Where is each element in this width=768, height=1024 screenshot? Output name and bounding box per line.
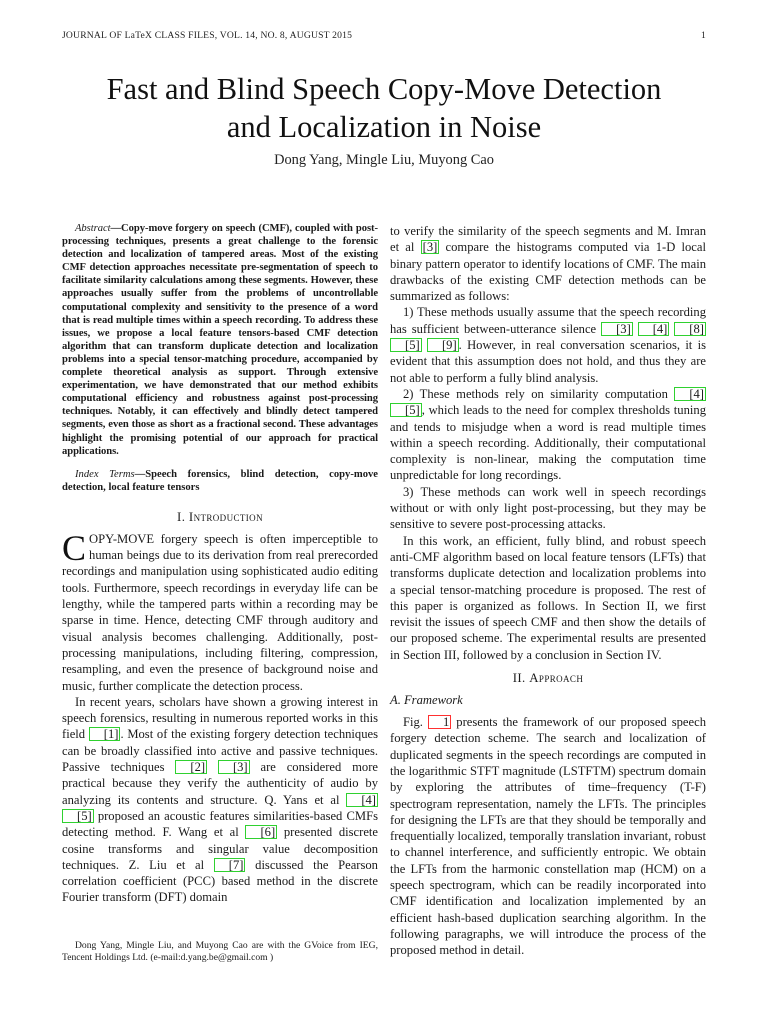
journal-header: JOURNAL OF LaTeX CLASS FILES, VOL. 14, NO. 8, AUGUST 2015 [62, 30, 353, 41]
title-line-2: and Localization in Noise [226, 110, 542, 144]
text-run: presents the framework of our proposed speech forgery detection scheme. The search and localization of duplicated segments in the speech recordings are computed in the logarithmic STFT magnitude (LSTFTM) spectrum domain by exploring the attributes of time–frequency (T-F) spectrogram representation, namely the LFTs. The principles for designing the LFTs are that they should be temporally and frequentially localized, temporally translation invariant, robust to channel interference, and sufficiently entropic. We obtain the LFTs from the harmonic constellation map (HCM) on a speech spectrogram, which can be readily incorporated into CMF identification and localization implemented by an efficient hash-based duplication searching algorithm. In the following paragraphs, we will introduce the process of the proposed method in detail. [390, 715, 706, 958]
citation-link[interactable]: [1] [89, 727, 121, 741]
intro-paragraph-2 [62, 694, 378, 906]
text-run: to verify the similarity of the speech segments and M. Imran et al [390, 224, 706, 255]
section-number: II. [512, 671, 526, 686]
drawback-item-3: 3) These methods can work well in speech recordings without or with only light post-processing, but they may be sensitive to severe post-processing attacks. [390, 484, 706, 532]
citation-link[interactable]: [6] [245, 825, 277, 839]
text-run: . Most of the existing forgery detection techniques can be broadly classified into active and passive techniques. Passive techniques [62, 727, 378, 775]
author-list: Dong Yang, Mingle Liu, Muyong Cao [274, 152, 494, 168]
citation-link[interactable]: [3] [422, 240, 438, 255]
citation-link[interactable]: [9] [427, 338, 459, 352]
framework-paragraph [390, 714, 706, 958]
section-title: Approach [529, 671, 584, 686]
index-terms-lead: Index Terms [75, 468, 135, 480]
section-number: I. [177, 509, 186, 524]
citation-link[interactable]: [4] [674, 387, 706, 401]
text-run: presented discrete cosine transforms and singular value decomposition techniques. Z. Liu et al [62, 825, 378, 872]
citation-link[interactable]: [4] [638, 322, 670, 336]
left-column [62, 222, 378, 906]
subsection-heading-framework: A. Framework [390, 693, 463, 708]
running-header [62, 30, 706, 46]
text-run: In recent years, scholars have shown a growing interest in speech forensics, resulting in numerous reported works in this field [62, 694, 378, 742]
text-run [207, 760, 218, 774]
citation-link[interactable]: [3] [218, 760, 250, 774]
citation-link[interactable]: [2] [175, 760, 207, 774]
right-column [390, 223, 706, 958]
intro-paragraph-1-text: OPY-MOVE forgery speech is often imperceptible to human beings due to its derivation from real prerecorded recordings and manipulation using sophisticated audio editing tools. Furthermore, speech recordings in everyday life can be lengthy, while the tampered parts within a recording may be sparse in time. Hence, detecting CMF through auditory and visual analysis becomes challenging. Additionally, post-processing manipulations, including filtering, compression, resampling, and even the presence of background noise and music, further complicate the detection process. [62, 531, 378, 693]
section-heading-introduction [62, 510, 378, 525]
figure-reference-link[interactable]: 1 [428, 715, 451, 729]
section-title: Introduction [188, 509, 263, 524]
right-paragraph-2: In this work, an efficient, fully blind, and robust speech anti-CMF algorithm based on local feature tensors (LFTs) that transforms duplicate detection and localization problems into a special tensor-matching procedure is proposed. The rest of this paper is organized as follows. In Section II, we first revisit the issues of speech CMF and then show the details of our proposed scheme. The experimental results are presented in Section III, followed by a conclusion in Section IV. [390, 533, 706, 662]
index-terms [62, 468, 378, 494]
intro-paragraph-1 [62, 527, 378, 694]
drop-cap: C [62, 527, 87, 568]
title-line-1: Fast and Blind Speech Copy-Move Detection [106, 72, 662, 106]
text-run: Fig. [403, 715, 428, 730]
text-run: are considered more practical because they verify the authenticity of audio by analyzing its contents and structure. Q. Yans et al [62, 760, 379, 807]
citation-link[interactable]: [3] [601, 322, 633, 336]
text-run: . However, in real conversation scenarios, it is evident that this assumption does not hold, and thus they are not able to perform a fully blind analysis. [390, 338, 706, 385]
citation-link[interactable]: [5] [62, 809, 94, 823]
index-terms-text: —Speech forensics, blind detection, copy-move detection, local feature tensors [62, 468, 378, 493]
text-run: 1) These methods usually assume that the speech recording has sufficient between-utterance silence [390, 305, 706, 336]
abstract-text: —Copy-move forgery on speech (CMF), coupled with post-processing techniques, presents a great challenge to the forensic detection and localization of tampered areas. Most of the existing CMF detection approaches necessitate pre-segmentation of speech to facilitate similarity calculations among these segments. However, these approaches usually suffer from the problems of uncontrollable computational complexity and sensitivity to the presence of a word that is read multiple times within a speech recording. To address these issues, we propose a local feature tensors-based CMF detection algorithm that can transform duplicate detection and localization problems into a special tensor-matching procedure, accompanied by complete theoretical analysis as support. Through extensive experimentation, we have demonstrated that our method exhibits computational efficiency and robustness against post-processing techniques. Notably, it can effectively and blindly detect tampered segments, even those as short as a fractional second. These advantages highlight the promising potential of our approach for practical applications. [62, 223, 378, 457]
drawback-item-1 [390, 304, 706, 385]
drawback-item-2 [390, 386, 706, 484]
citation-link[interactable]: [5] [390, 338, 422, 352]
abstract [62, 222, 378, 458]
abstract-lead: Abstract [75, 223, 111, 234]
paper-title [62, 70, 706, 146]
section-heading-approach [390, 671, 706, 686]
text-run: compare the histograms computed via 1-D local binary pattern operator to identify locations of CMF. The main drawbacks of the existing CMF detection methods can be summarized as follows: [390, 240, 706, 304]
text-run: 2) These methods rely on similarity computation [403, 386, 675, 401]
citation-link[interactable]: [4] [346, 793, 378, 807]
right-paragraph-1 [390, 223, 706, 304]
page-number: 1 [701, 30, 706, 41]
citation-link[interactable]: [5] [390, 403, 422, 417]
text-run: discussed the Pearson correlation coefficient (PCC) based method in the discrete Fourier transform (DFT) domain [62, 857, 378, 905]
citation-link[interactable]: [7] [214, 858, 246, 872]
text-run: , which leads to the need for complex thresholds tuning and tends to misjudge when a word is read multiple times within a speech recording. Additionally, their computational complexity is non-linear, making the computation time unpredictable for long recordings. [390, 403, 706, 483]
affiliation-footnote: Dong Yang, Mingle Liu, and Muyong Cao are with the GVoice from IEG, Tencent Holdings Ltd. (e-mail:d.yang.be@gmail.com ) [62, 940, 378, 964]
text-run: proposed an acoustic features similarities-based CMFs detecting method. F. Wang et al [62, 808, 378, 840]
citation-link[interactable]: [8] [674, 322, 706, 336]
